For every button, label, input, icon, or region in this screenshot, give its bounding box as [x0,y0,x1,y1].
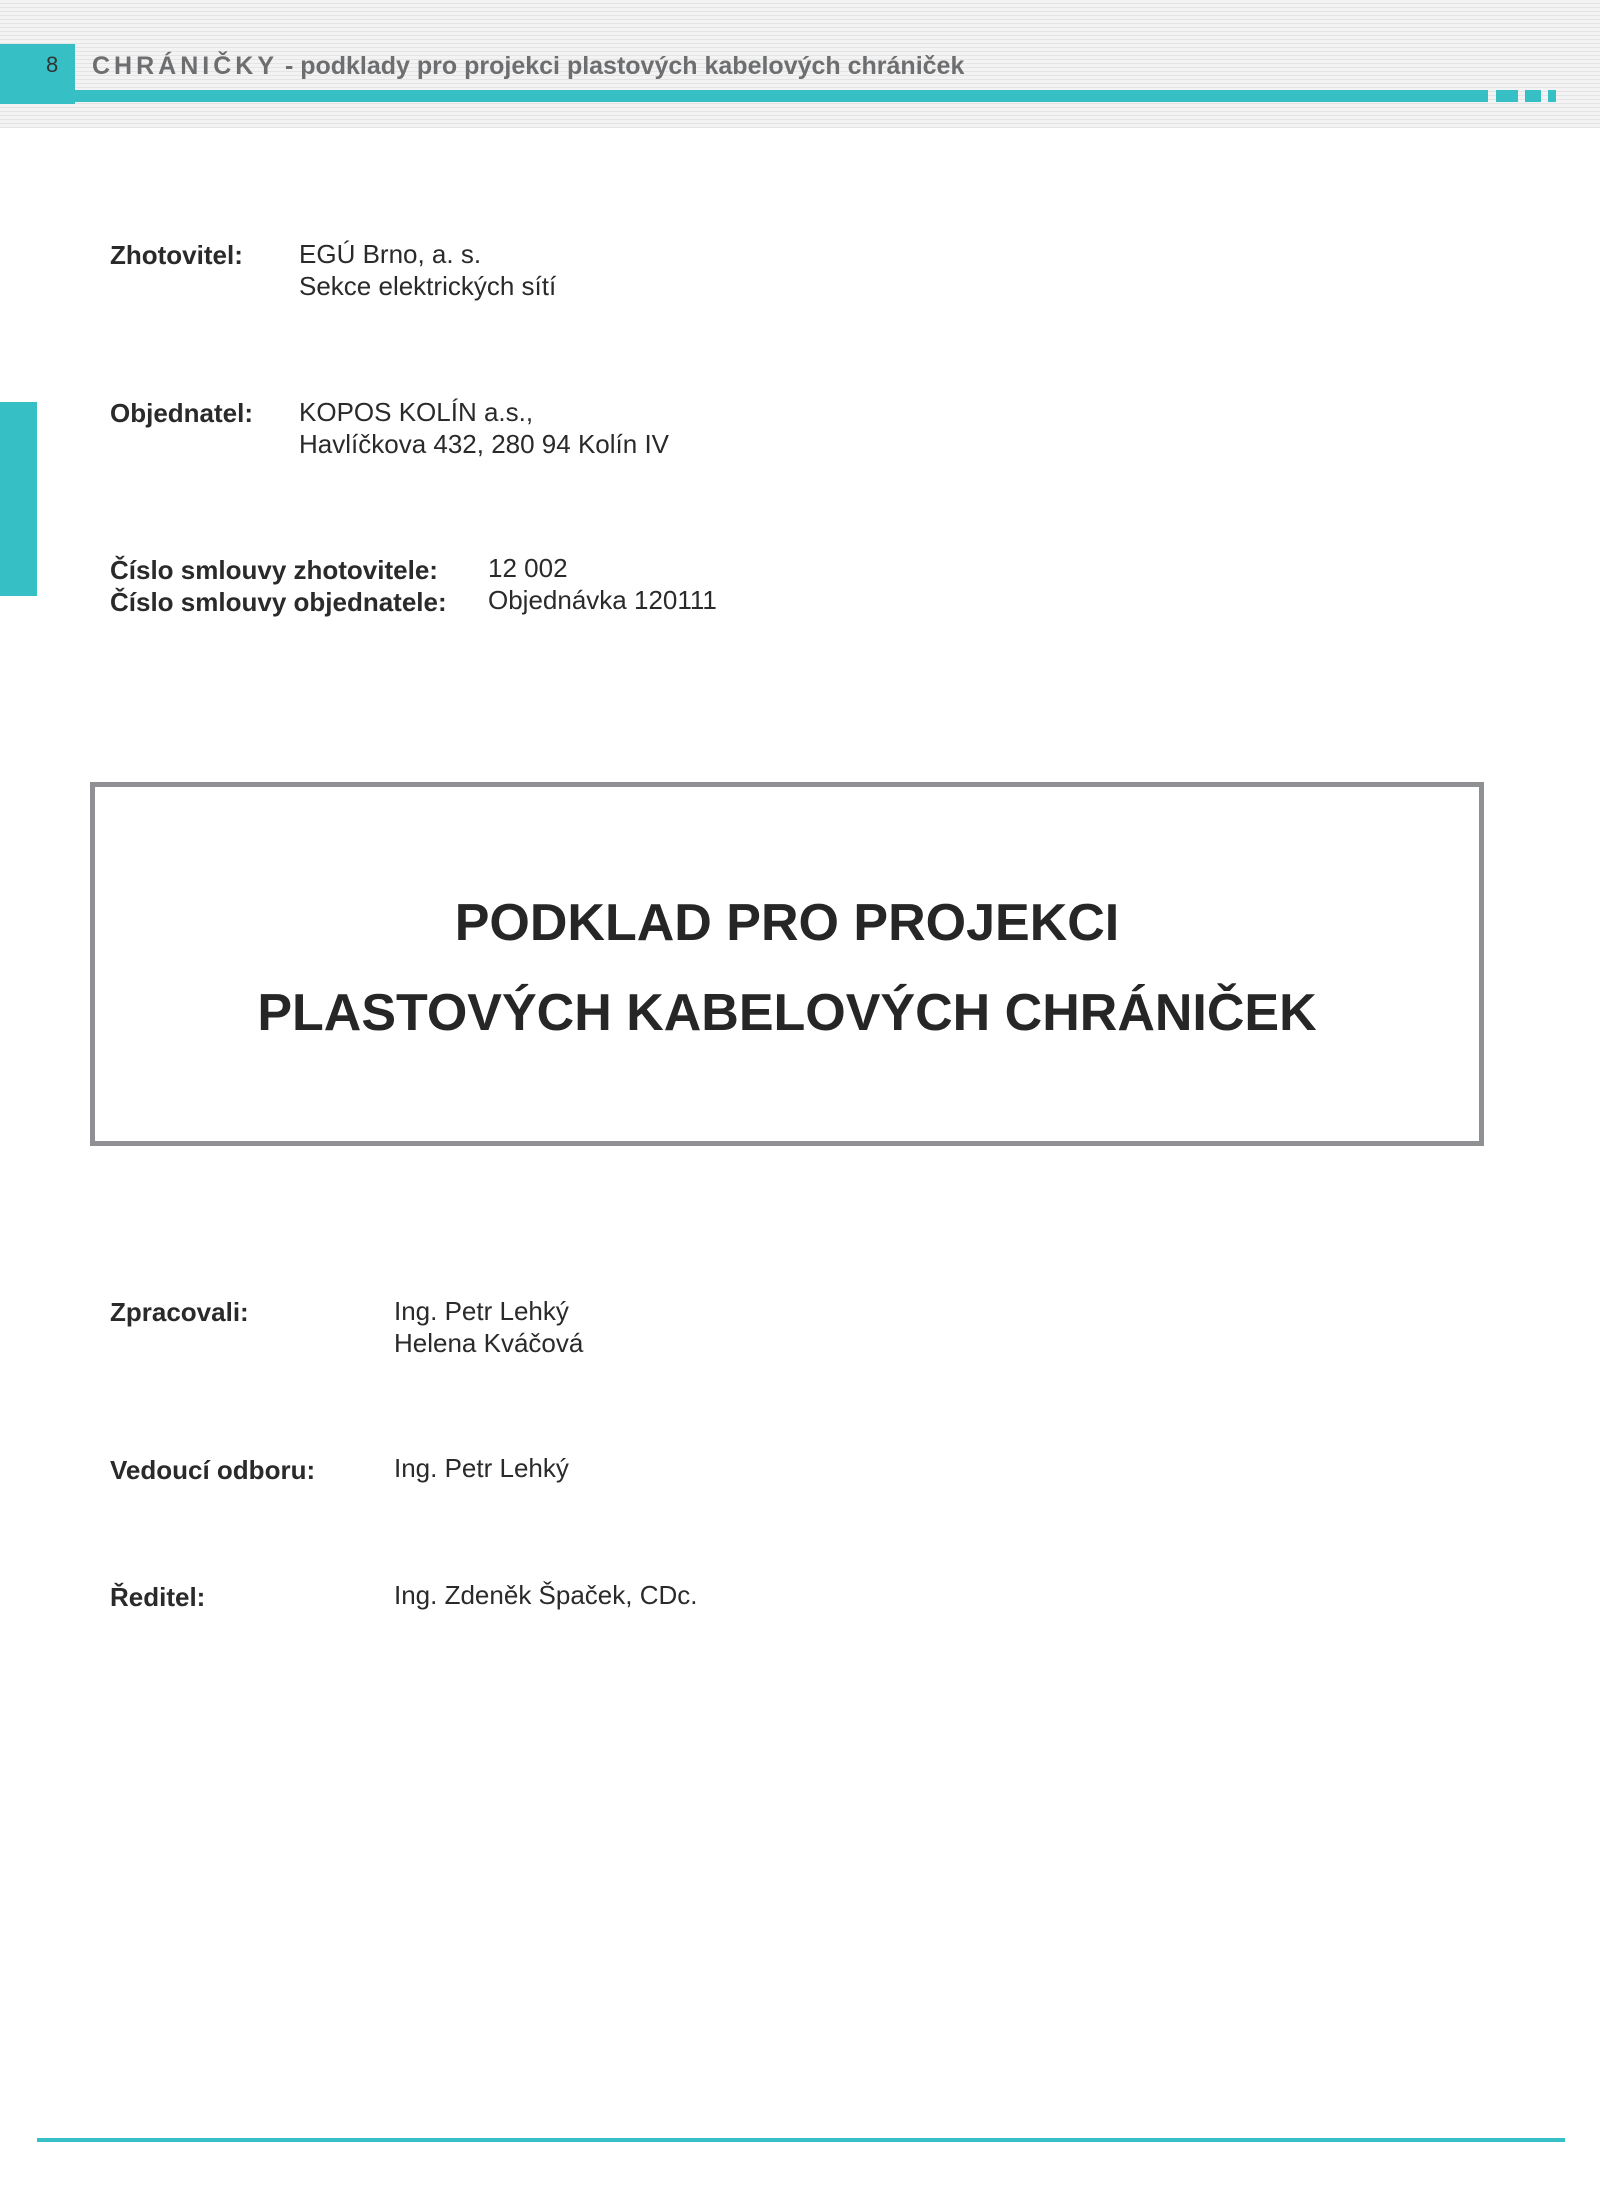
prepared-by-value [394,1295,583,1359]
header-rule [0,90,1488,102]
prepared-by-name-1: Ing. Petr Lehký [394,1296,569,1326]
client-contract-value: Objednávka 120111 [488,585,717,615]
contractor-name: EGÚ Brno, a. s. [299,239,482,269]
header-decor-block [1496,90,1518,102]
contractor-contract-label: Číslo smlouvy zhotovitele: [110,555,438,585]
side-accent-bar [0,402,37,596]
director-label: Ředitel: [110,1582,206,1612]
document-title-line2: PLASTOVÝCH KABELOVÝCH CHRÁNIČEK [257,984,1317,1042]
client-value [299,396,669,460]
contractor-label: Zhotovitel: [110,240,243,270]
page-number: 8 [46,52,59,77]
contractor-contract-value: 12 002 [488,553,568,583]
director-value: Ing. Zdeněk Špaček, CDc. [394,1580,698,1610]
prepared-by-name-2: Helena Kváčová [394,1328,584,1358]
client-label: Objednatel: [110,398,254,428]
contractor-section: Sekce elektrických sítí [299,271,557,301]
document-title-box [90,782,1484,1146]
client-name: KOPOS KOLÍN a.s., [299,397,534,427]
department-head-label: Vedoucí odboru: [110,1455,316,1485]
footer-rule [37,2138,1565,2142]
running-header [92,52,964,81]
department-head-value: Ing. Petr Lehký [394,1453,569,1483]
client-address: Havlíčkova 432, 280 94 Kolín IV [299,429,670,459]
header-decor-block [1525,90,1541,102]
running-header-subtitle: - podklady pro projekci plastových kabelových chrániček [278,52,965,80]
document-title-line1: PODKLAD PRO PROJEKCI [454,894,1120,952]
running-header-brand: CHRÁNIČKY [92,52,278,80]
contractor-value [299,238,556,302]
client-contract-label: Číslo smlouvy objednatele: [110,587,447,617]
prepared-by-label: Zpracovali: [110,1297,249,1327]
header-decor-block [1548,90,1556,102]
